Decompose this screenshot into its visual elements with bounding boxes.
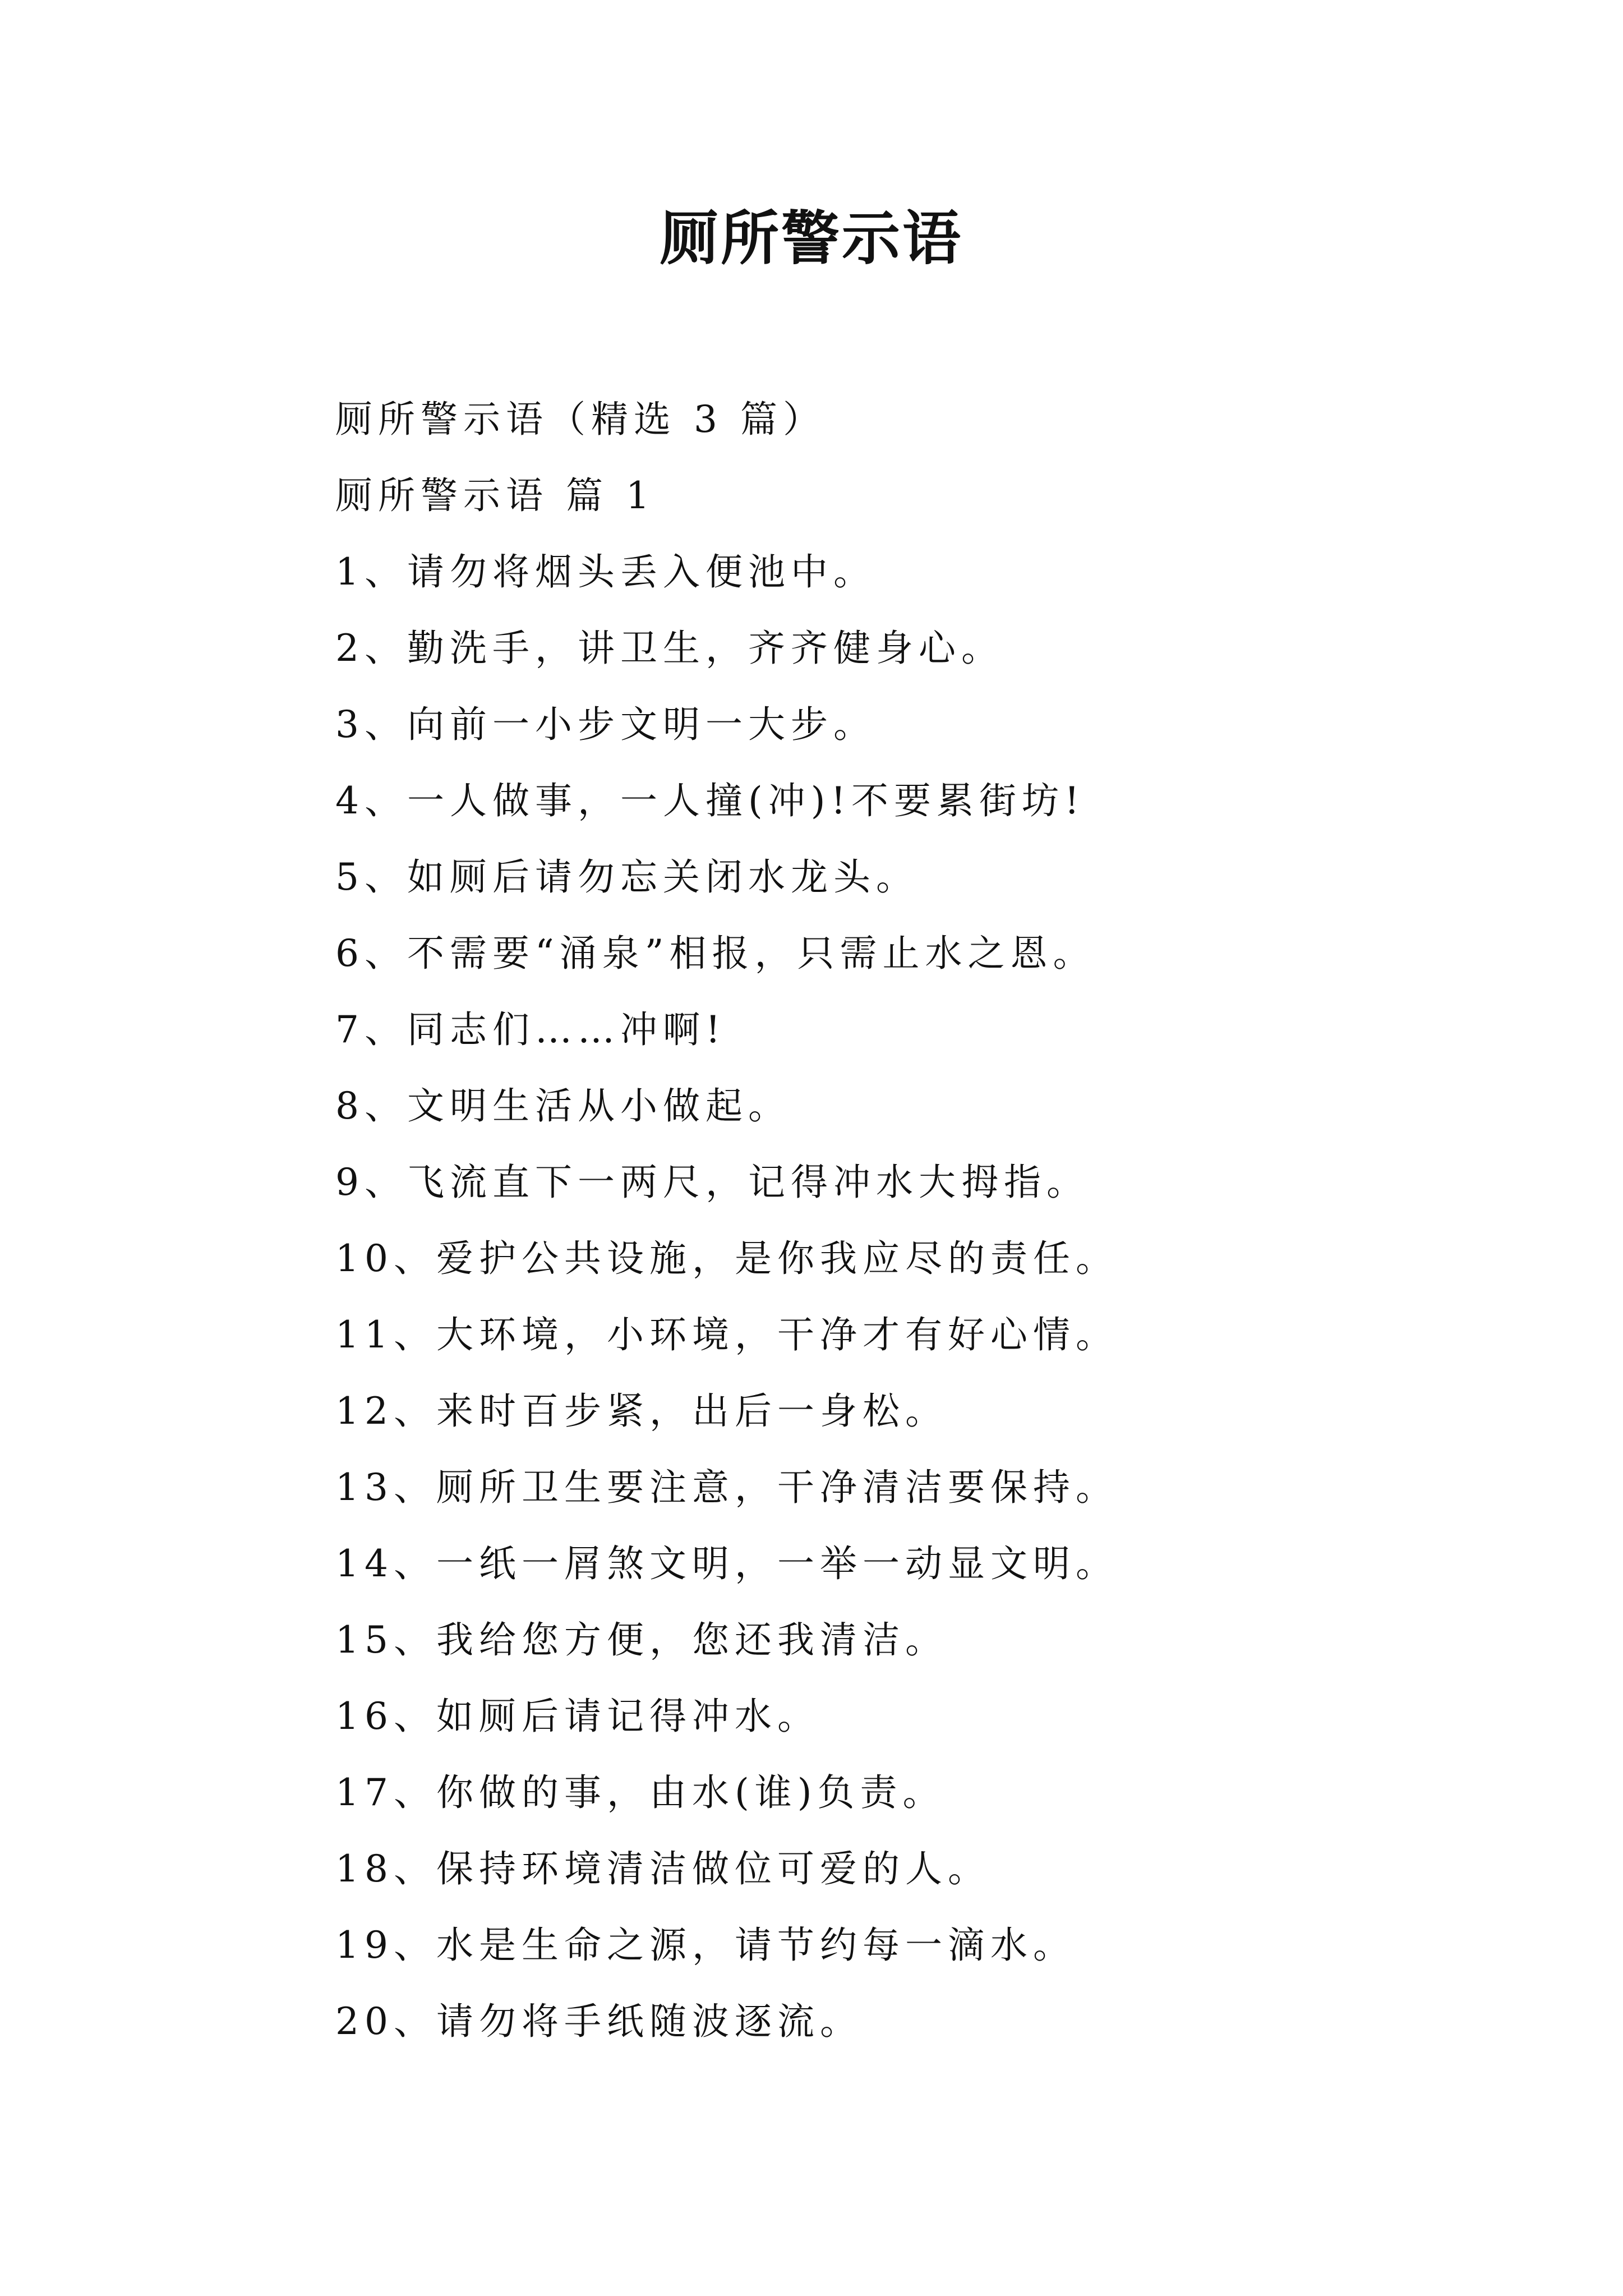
- list-item: 4、一人做事，一人撞(冲)!不要累街坊!: [335, 779, 1085, 822]
- list-item: 1、请勿将烟头丢入便池中。: [335, 550, 876, 593]
- list-item: 5、如厕后请勿忘关闭水龙头。: [335, 855, 919, 899]
- list-item: 14、一纸一屑煞文明，一举一动显文明。: [335, 1542, 1118, 1585]
- list-item: 18、保持环境清洁做位可爱的人。: [335, 1847, 990, 1890]
- list-item: 7、同志们……冲啊!: [335, 1008, 726, 1051]
- section-heading: 厕所警示语 篇 1: [335, 474, 655, 517]
- list-item: 15、我给您方便，您还我清洁。: [335, 1618, 948, 1662]
- list-item: 8、文明生活从小做起。: [335, 1084, 791, 1128]
- list-item: 9、飞流直下一两尺，记得冲水大拇指。: [335, 1161, 1089, 1204]
- list-item: 13、厕所卫生要注意，干净清洁要保持。: [335, 1466, 1118, 1509]
- list-item: 2、勤洗手，讲卫生，齐齐健身心。: [335, 627, 1004, 670]
- list-item: 19、水是生命之源，请节约每一滴水。: [335, 1924, 1076, 1967]
- page-title: 厕所警示语: [660, 204, 963, 273]
- list-item: 6、不需要“涌泉”相报，只需止水之恩。: [335, 932, 1096, 975]
- list-item: 16、如厕后请记得冲水。: [335, 1695, 820, 1738]
- list-item: 17、你做的事，由水(谁)负责。: [335, 1771, 946, 1814]
- list-item: 10、爱护公共设施，是你我应尽的责任。: [335, 1237, 1118, 1280]
- list-item: 12、来时百步紧，出后一身松。: [335, 1389, 948, 1433]
- list-item: 11、大环境，小环境，干净才有好心情。: [335, 1313, 1118, 1356]
- list-item: 3、向前一小步文明一大步。: [335, 703, 876, 746]
- document-subtitle: 厕所警示语（精选 3 篇）: [335, 398, 826, 441]
- list-item: 20、请勿将手纸随波逐流。: [335, 2000, 863, 2043]
- document-body: [335, 381, 1513, 2060]
